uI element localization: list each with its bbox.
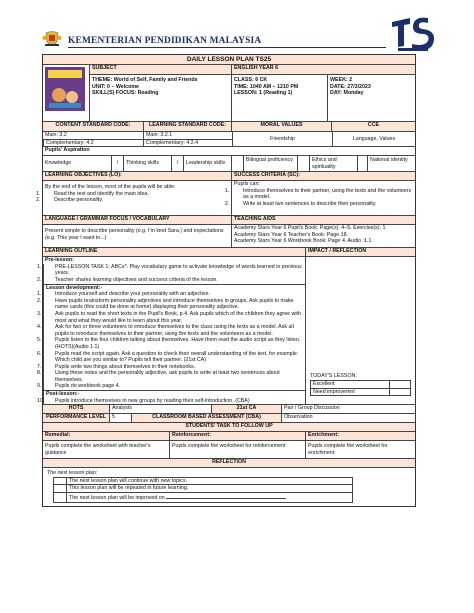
outline-step: 9. Pupils do workbook page 4. <box>37 383 121 390</box>
teaching-aids-header: TEACHING AIDS <box>231 216 415 224</box>
reflection-check-box[interactable] <box>54 493 67 503</box>
reflection-check-box[interactable] <box>54 477 67 485</box>
reinforcement-task: Pupils complete the worksheet for reinforcement <box>169 441 305 458</box>
time: TIME: 1040 AM – 1210 PM <box>234 83 299 90</box>
impact-reflection <box>305 257 415 404</box>
lesson-plan-table <box>36 54 416 507</box>
learning-complementary: Complementary: 4.2.4 <box>146 139 199 146</box>
date: DATE: 27/3/2023 <box>330 83 371 90</box>
aid-item: Academy Stars Year 6 Pupil's Book: Page(s): 4–5, Exercise(s): 1 <box>234 225 386 232</box>
reflection-option: The next lesson plan will continue with new topics. <box>67 477 353 485</box>
outline-step: 5. Pupils listen to the four children talking about themselves. Have them read the audio script as they listen. (HOTS)(Audio 1.1) <box>37 337 301 350</box>
development-steps <box>37 291 305 391</box>
aspiration-empty-box <box>297 156 309 171</box>
aspiration-national: National identity <box>367 156 415 171</box>
plan-title: DAILY LESSON PLAN TS25 <box>43 55 415 64</box>
ministry-name: KEMENTERIAN PENDIDIKAN MALAYSIA <box>68 36 262 46</box>
enrichment-header: Enrichment: <box>305 432 415 440</box>
success-criteria <box>225 181 415 215</box>
outline-step: 2. Have pupils brainstorm personality adjectives and introduce themselves in groups. Ask pupils to make name cards (this could be done at home) displaying their personality adjective. <box>37 297 294 311</box>
hots-value: Analysis <box>109 405 211 413</box>
reinforcement-header: Reinforcement: <box>169 432 305 440</box>
lesson: LESSON: 1 (Reading 1) <box>234 90 293 97</box>
aspiration-thinking: Thinking skills <box>123 156 171 171</box>
sc-item: 1. Introduce themselves to their partner, using the texts and the volunteers as a model. <box>225 187 412 201</box>
aspiration-leadership: Leadership skills <box>183 156 231 171</box>
remedial-header: Remedial: <box>43 432 169 440</box>
today-lesson-box <box>310 373 411 396</box>
aspiration-bilingual: Bilingual proficiency <box>243 156 297 171</box>
moral-value: Friendship <box>232 132 332 146</box>
lo-header: LEARNING OBJECTIVES (LO): <box>43 172 231 180</box>
lo-item: 2. Describe personality. <box>36 197 104 204</box>
impact-check-box[interactable] <box>390 381 411 389</box>
sc-header: SUCCESS CRITERIA (SC): <box>231 172 415 180</box>
outline-header: LEARNING OUTLINE <box>43 248 305 256</box>
header-rule <box>68 47 386 48</box>
class-info <box>231 75 327 121</box>
reflection-options <box>53 477 353 503</box>
ca-label: 21st CA <box>211 405 281 413</box>
development-label: Lesson development:- <box>43 285 305 292</box>
cce-value: Language, Values <box>332 132 415 146</box>
content-standard-header: CONTENT STANDARD CODE: <box>43 122 143 131</box>
lo-item: 1. Read the text and identify the main idea. <box>36 190 149 197</box>
enrichment-task: Pupils complete the worksheet for enrichment: <box>305 441 415 458</box>
outline-step: 7. Pupils write two things about themselves in their notebooks. <box>37 363 196 370</box>
teaching-aids <box>231 225 415 247</box>
post-lesson-label: Post-lesson:- <box>43 391 305 398</box>
moral-values-header: MORAL VALUES <box>231 122 331 131</box>
aspiration-ethics: Ethics and spirituality <box>309 156 357 171</box>
aspiration-knowledge: Knowledge <box>45 160 72 167</box>
remedial-task: Pupils complete the worksheet with teacher's guidance <box>45 443 151 456</box>
subject-value: ENGLISH YEAR 6 <box>231 65 415 74</box>
outline-step: 2. Teacher shares learning objectives and success criteria of the lesson. <box>37 276 218 283</box>
today-lesson-label: TODAY'S LESSON: <box>310 373 357 380</box>
outline-step: 10. Pupils introduce themselves in new groups by reading their self-introduction. (CBA) <box>37 397 250 404</box>
impact-check-box[interactable] <box>390 388 411 396</box>
reflection-check-box[interactable] <box>54 485 67 493</box>
grammar-header: LANGUAGE / GRAMMAR FOCUS / VOCABULARY <box>43 216 231 224</box>
week: WEEK: 2 <box>330 77 353 83</box>
aspiration-mark: / <box>171 156 183 171</box>
cba-value: Observation <box>281 414 415 422</box>
theme: THEME: World of Self, Family and Friends <box>92 77 198 83</box>
pre-lesson-label: Pre-lesson: <box>45 257 74 264</box>
impact-header: IMPACT / REFLECTION <box>305 248 415 256</box>
ca-value: Pair / Group Discussion <box>281 405 415 413</box>
theme-info <box>89 75 231 121</box>
learning-standard-header: LEARNING STANDARD CODE: <box>143 122 231 131</box>
reflection-option: This lesson plan will be repeated in future learning. <box>67 485 353 493</box>
page-header <box>42 14 438 54</box>
sc-item: 2. Write at least two sentences to describe their personality. <box>225 200 377 207</box>
outline-step: 8. Using these notes and the personality adjective, ask pupils to write at least two sentences about themselves. <box>37 370 280 383</box>
grammar-focus: Present simple to describe personality (e.g. I'm kind Sara.) and expectations (e.g. This year I want to...) <box>45 228 224 241</box>
fill-in-line[interactable] <box>166 493 286 499</box>
hots-label: HOTS <box>43 405 109 413</box>
textbook-cover <box>43 65 89 121</box>
impact-excellent: Excellent <box>311 381 390 389</box>
reflection-header: REFLECTION <box>43 459 415 467</box>
outline-step: 4. Ask for two or three volunteers to introduce themselves to the class using the texts as a model. Ask all pupils to introduce themselves to their partner, using the texts and the volunteers as a model. <box>37 324 294 337</box>
subject-label: SUBJECT <box>89 65 231 74</box>
cba-label: CLASSROOM BASED ASSESSMENT (CBA) <box>131 414 281 422</box>
book-cover-icon <box>45 67 85 111</box>
followup-header: STUDENTS' TASK TO FOLLOW UP <box>43 423 415 431</box>
post-lesson-steps <box>37 397 305 405</box>
reflection-intro: The next lesson plan: <box>47 470 98 477</box>
impact-need-improvement: Need improvemnt <box>311 388 390 396</box>
outline-step: 3. Ask pupils to read the short texts in the Pupil's Book, p.4. Ask pupils which of the children they agree with most and what they would like to learn about this year. <box>37 310 301 324</box>
performance-label: PERFORMANCE LEVEL <box>43 414 109 422</box>
cce-header: CCE <box>331 122 415 131</box>
impact-table <box>310 380 411 396</box>
performance-value: 5 <box>109 414 131 422</box>
outline-step: 6. Pupils read the script again. Ask a question to check their overall understanding of the text, for example: Which child are you similar to? Pupils tell their partner. (21st CA) <box>37 350 299 364</box>
content-complementary: Complementary: 4.2 <box>43 140 143 147</box>
outline-step: 1. Introduce yourself and describe your personality with an adjective. <box>37 291 210 298</box>
skill-focus: SKILL(S) FOCUS: Reading <box>92 90 159 97</box>
learning-main: Main: 3.2.1 <box>144 132 232 140</box>
date-info <box>327 75 415 121</box>
learning-outline <box>37 257 305 404</box>
aspiration-mark: / <box>111 156 123 171</box>
aspiration-empty-box <box>231 156 243 171</box>
learning-objectives <box>36 181 231 215</box>
class: CLASS: 6 CK <box>234 77 268 83</box>
pre-lesson-steps <box>37 263 305 285</box>
day: DAY: Monday <box>330 90 364 97</box>
lo-intro: By the end of the lesson, most of the pupils will be able: <box>45 184 176 191</box>
ts25-logo-icon <box>388 14 438 54</box>
sc-intro: Pupils can: <box>234 181 260 188</box>
aid-item: Academy Stars Year 6 Workbook Book: Page 4. Audio :1.1 <box>234 238 372 245</box>
reflection-body <box>43 468 415 505</box>
unit: UNIT: 0 – Welcome <box>92 83 139 90</box>
coat-of-arms-icon <box>42 30 62 48</box>
aid-item: Academy Stars Year 6 Teacher's Book: Page 18. <box>234 231 348 238</box>
aspiration-empty-box <box>357 156 367 171</box>
outline-step: 1. PRE-LESSON TASK 1: ABCs*. Play vocabulary game to activate knowledge of words learned in previous years. <box>37 263 302 277</box>
reflection-option-improve: The next lesson plan will be improved on <box>67 493 353 503</box>
content-main: Main: 3.2 <box>43 132 143 140</box>
aspiration-label: Pupils' Aspiration <box>45 147 90 154</box>
